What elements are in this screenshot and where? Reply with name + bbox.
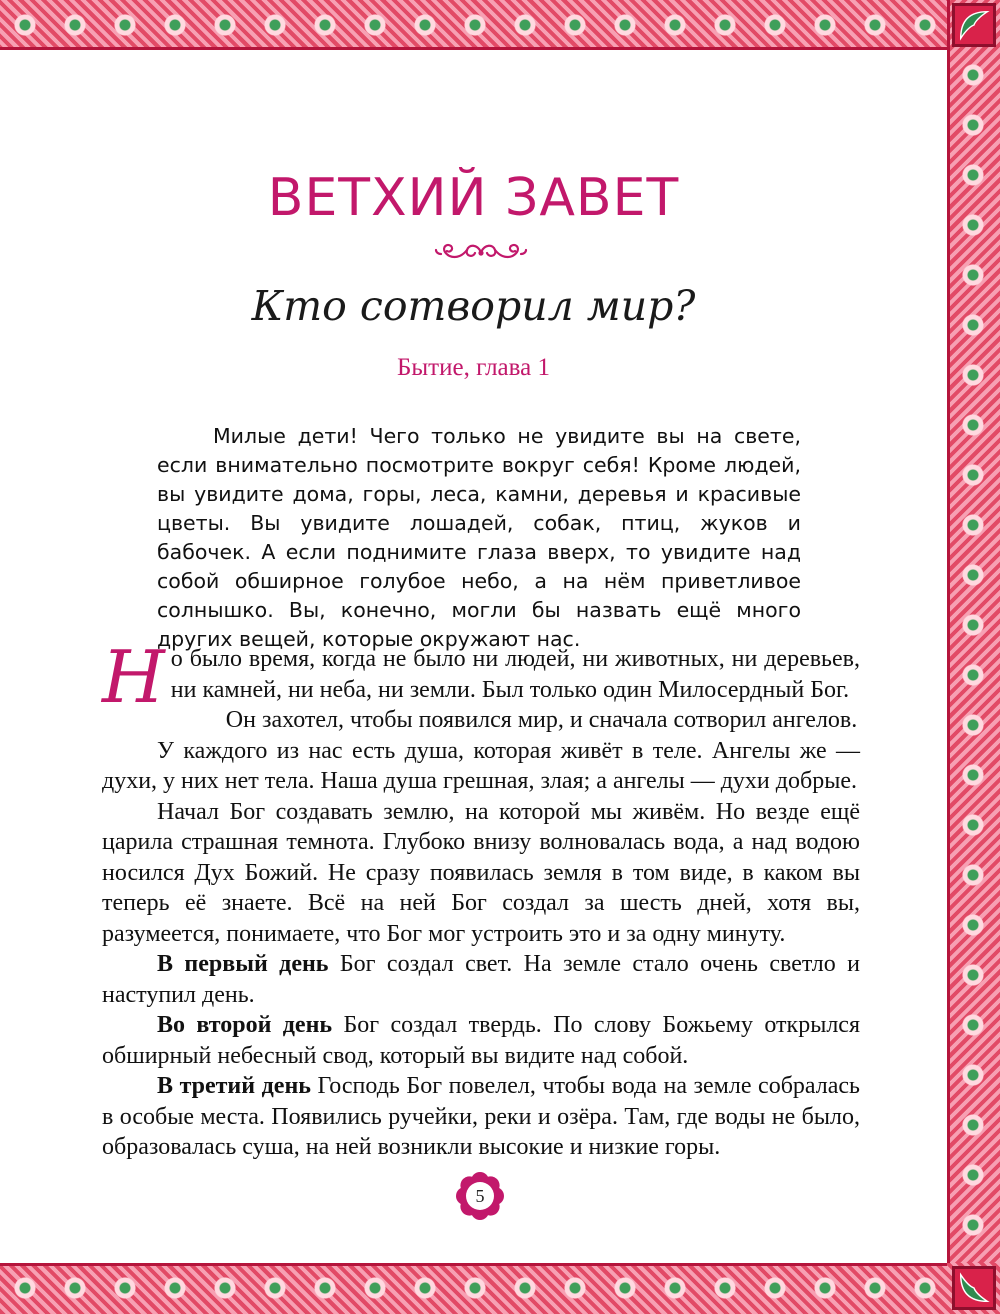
paragraph-text: Господь Бог повелел, чтобы вода на земле собралась в особые места. Появились ручейки, реки и озёра. Там, где воды не было, образовалась суша, на ней возникли высокие и низкие горы.: [102, 1073, 860, 1160]
day-label: В первый день: [157, 951, 329, 977]
page-number: 5: [475, 1186, 485, 1206]
body-paragraph: Он захотел, чтобы появился мир, и сначала сотворил ангелов.: [225, 707, 858, 733]
day-label: Во второй день: [157, 1012, 333, 1038]
intro-text: Милые дети! Чего только не увидите вы на свете, если внимательно посмотрите вокруг себя! Кроме людей, вы увидите дома, горы, леса, камни, деревья и красивые цветы. Вы увидите лошадей, собак, птиц, жуков и бабочек. А если поднимите глаза вверх, то увидите над собой обширное голубое небо, а на нём приветливое солнышко. Вы, конечно, могли бы назвать ещё много других вещей, которые окружают нас.: [157, 424, 801, 651]
day-label: В третий день: [157, 1073, 311, 1099]
flourish-ornament-icon: [433, 236, 529, 266]
decorative-border-bottom: [0, 1263, 1000, 1314]
paragraph-text: Бог создал твердь. По слову Божьему открылся обширный небесный свод, который вы видите над собой.: [102, 1012, 860, 1069]
chapter-reference: Бытие, глава 1: [397, 354, 550, 381]
corner-ornament-icon: [952, 1266, 996, 1310]
decorative-border-right: [947, 0, 1000, 1314]
intro-paragraph: [157, 422, 801, 654]
paragraph-text: о было время, когда не было ни людей, ни животных, ни деревьев, ни камней, ни неба, ни земли. Был только один Милосердный Бог.: [170, 646, 860, 703]
body-paragraph: [102, 1010, 860, 1071]
story-body: [102, 635, 861, 1163]
story-title: Кто сотворил мир?: [251, 282, 696, 330]
decorative-border-top: [0, 0, 1000, 50]
corner-ornament-icon: [952, 3, 996, 47]
body-paragraph: У каждого из нас есть душа, которая живёт в теле. Ангелы же — духи, у них нет тела. Наша душа грешная, злая; а ангелы — духи добрые.: [102, 737, 860, 794]
paragraph-text: Бог создал свет. На земле стало очень светло и наступил день.: [102, 951, 861, 1008]
body-paragraph: [102, 949, 860, 1010]
page-number-badge: [456, 1172, 504, 1220]
body-paragraph: Начал Бог создавать землю, на которой мы живём. Но везде ещё царила страшная темнота. Глубоко внизу волновалась вода, а над водою носился Дух Божий. Не сразу появилась земля в том виде, в каком вы теперь её знаете. Всё на ней Бог создал за шесть дней, хотя вы, разумеется, понимаете, что Бог мог устроить это и за одну минуту.: [102, 798, 860, 947]
drop-cap: Н: [102, 635, 165, 719]
body-paragraph: [102, 1071, 860, 1163]
page-title: ВЕТХИЙ ЗАВЕТ: [267, 168, 680, 228]
body-paragraph: [102, 635, 860, 719]
